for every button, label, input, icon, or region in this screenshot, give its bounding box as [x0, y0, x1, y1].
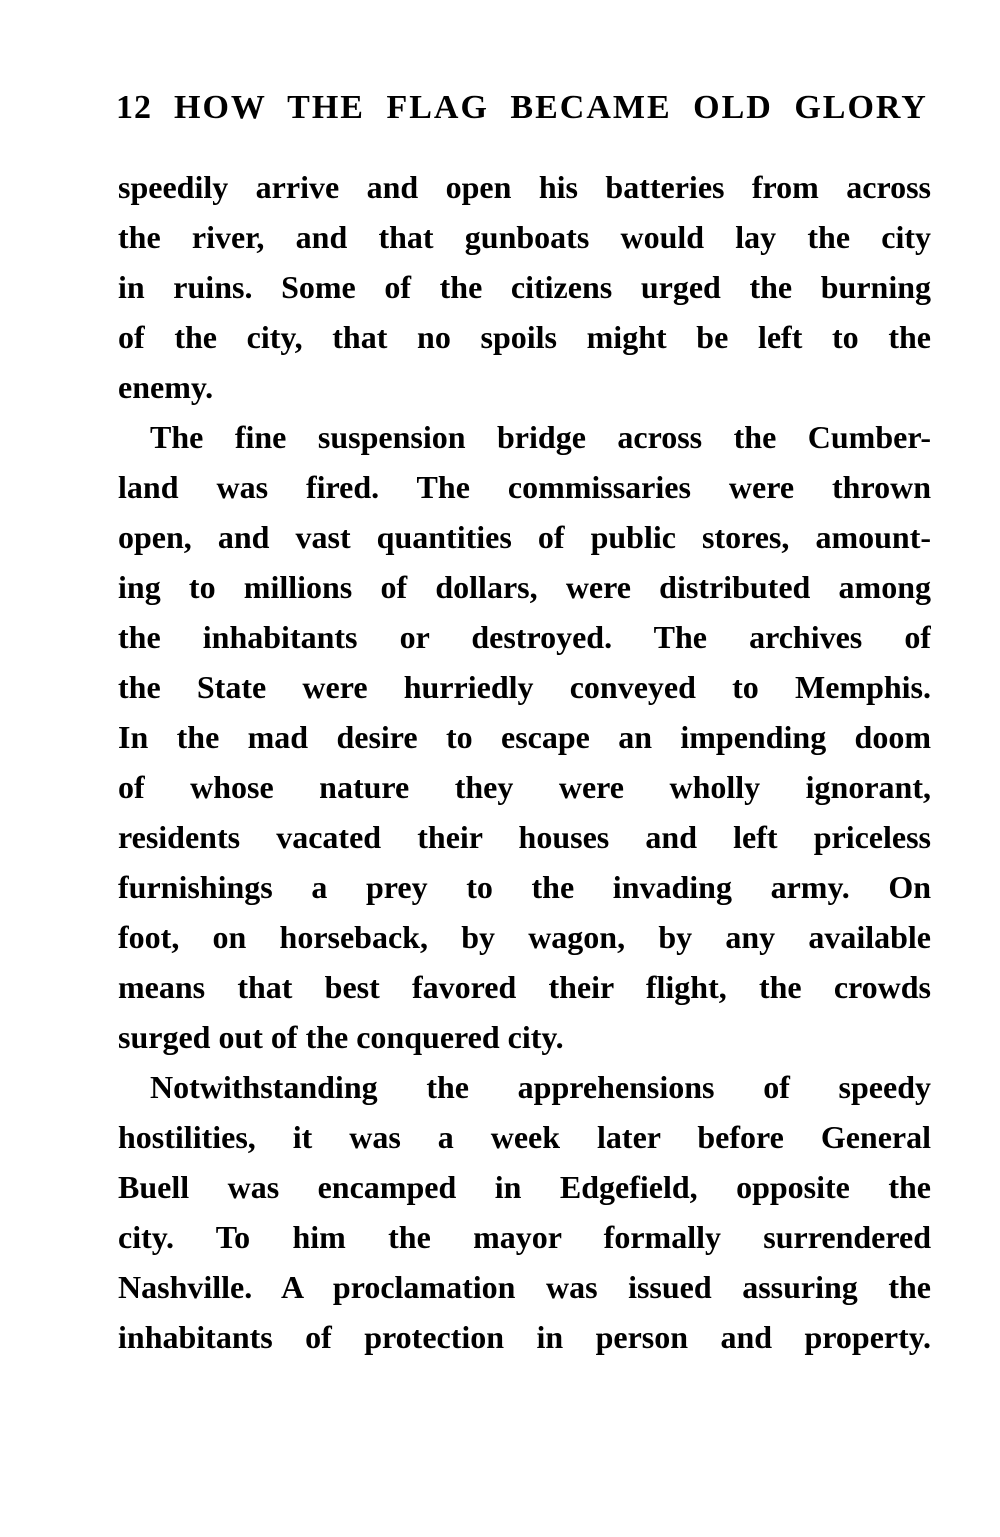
text-line: the river, and that gunboats would lay the city: [118, 219, 931, 255]
text-line: The fine suspension bridge across the Cumber-: [150, 419, 931, 455]
text-line: city. To him the mayor formally surrendered: [118, 1219, 931, 1255]
running-header: [116, 88, 931, 128]
text-line: of whose nature they were wholly ignorant,: [118, 769, 931, 805]
text-line: enemy.: [118, 369, 214, 405]
text-line: Buell was encamped in Edgefield, opposite the: [118, 1169, 931, 1205]
text-line: inhabitants of protection in person and property.: [118, 1319, 931, 1355]
text-line: furnishings a prey to the invading army. On: [118, 869, 931, 905]
text-line: in ruins. Some of the citizens urged the burning: [118, 269, 931, 305]
text-line: surged out of the conquered city.: [118, 1019, 564, 1055]
running-title: HOW THE FLAG BECAME OLD GLORY: [174, 89, 928, 126]
text-line: the State were hurriedly conveyed to Memphis.: [118, 669, 931, 705]
text-line: Nashville. A proclamation was issued assuring the: [118, 1269, 931, 1305]
page-number: 12: [116, 89, 152, 126]
text-line: hostilities, it was a week later before General: [118, 1119, 931, 1155]
text-line: Notwithstanding the apprehensions of speedy: [150, 1069, 931, 1105]
text-line: open, and vast quantities of public stores, amount-: [118, 519, 931, 555]
text-line: residents vacated their houses and left priceless: [118, 819, 931, 855]
text-line: speedily arrive and open his batteries from across: [118, 169, 931, 205]
text-line: ing to millions of dollars, were distributed among: [118, 569, 931, 605]
paragraph: [118, 1062, 931, 1362]
text-line: means that best favored their flight, the crowds: [118, 969, 931, 1005]
paragraph: [118, 162, 931, 412]
text-line: foot, on horseback, by wagon, by any available: [118, 919, 931, 955]
text-line: land was fired. The commissaries were thrown: [118, 469, 931, 505]
text-line: of the city, that no spoils might be left to the: [118, 319, 931, 355]
paragraph: [118, 412, 931, 1062]
body-text: [118, 162, 931, 1362]
text-line: the inhabitants or destroyed. The archives of: [118, 619, 931, 655]
text-line: In the mad desire to escape an impending doom: [118, 719, 931, 755]
